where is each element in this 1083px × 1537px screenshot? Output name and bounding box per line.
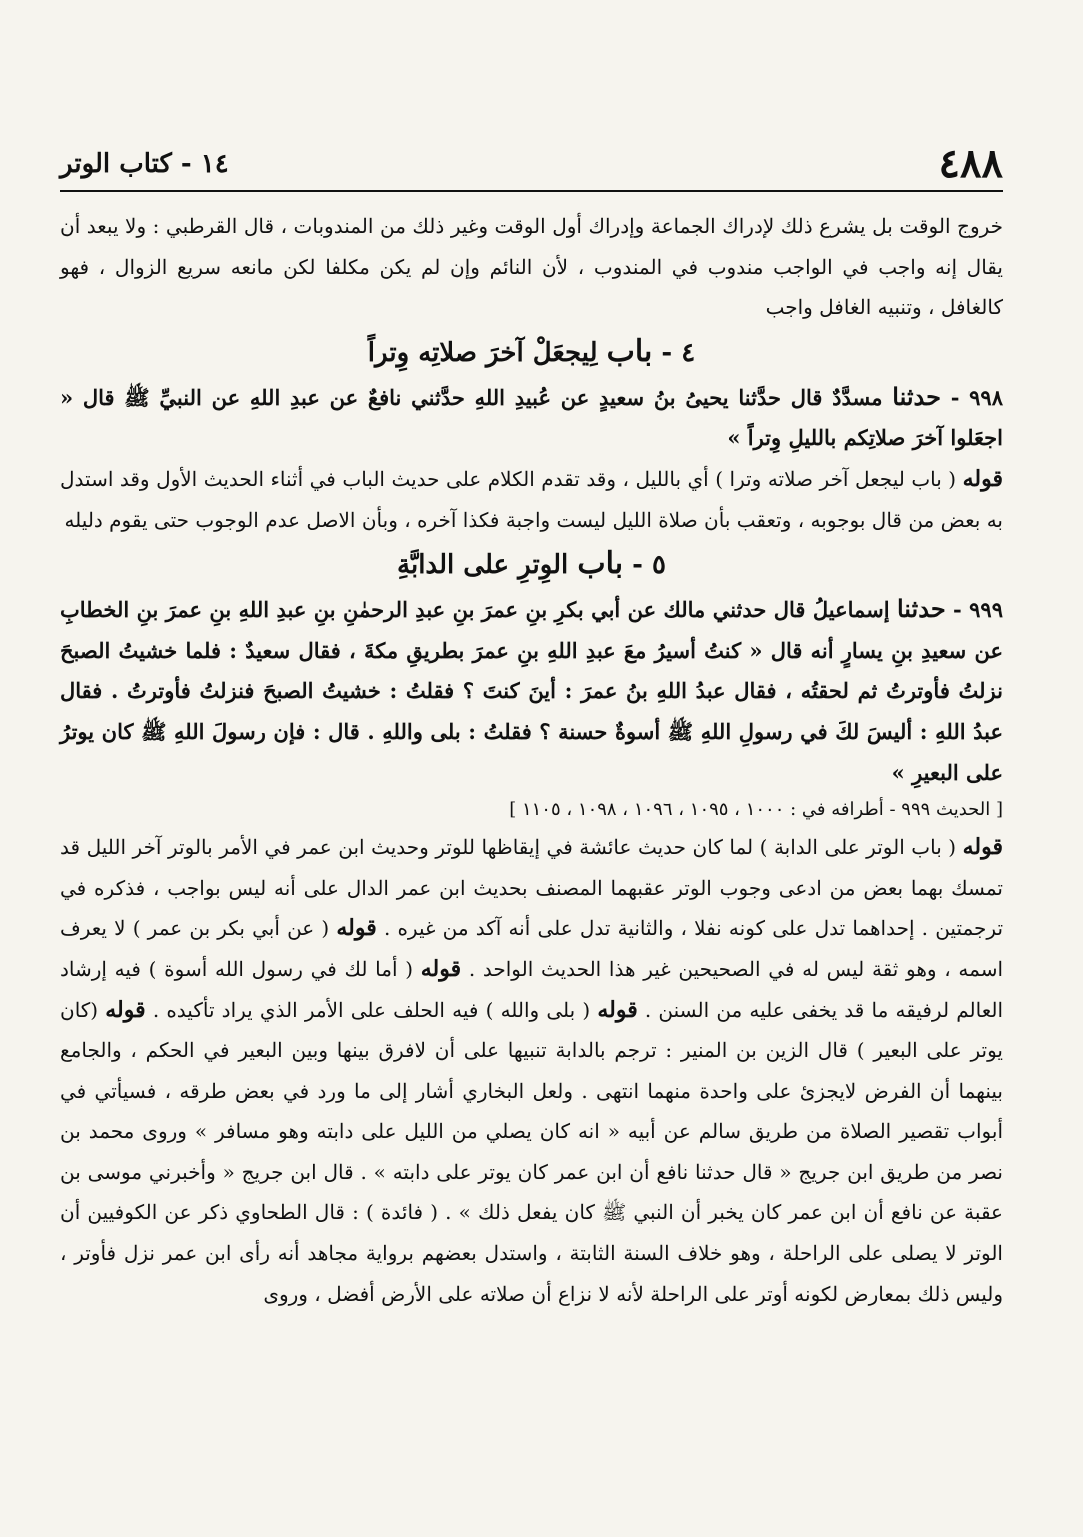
chapter-heading-5 [60,540,1003,589]
intro-paragraph: خروج الوقت بل يشرع ذلك لإدراك الجماعة وإدراك أول الوقت وغير ذلك من المندوبات ، قال القرطبي : ولا يبعد أن يقال إنه واجب في الواجب مندوب في المندوب ، لأن النائم وإن لم يكن مكلفا لكن مانعه سريع الزوال ، فهو كالغافل ، وتنبيه الغافل واجب [60,214,1004,320]
commentary-text: ( أما لك في رسول الله أسوة ) فيه إرشاد العالم لرفيقه ما قد يخفى عليه من السنن . [60,956,1003,1022]
commentary-text: ( باب الوتر على الدابة ) لما كان حديث عائشة في إيقاظها للوتر وحديث ابن عمر في الأمر بالوتر آخر الليل قد تمسك بهما بعض من ادعى وجوب الوتر عقبهما المصنف بحديث ابن عمر الدال على أنه ليس بواجب ، فذكره في ترجمتين . إحداهما تدل على كونه نفلا ، والثانية تدل على أنه آكد من غيره . [60,835,1004,941]
hadith-number: ٩٩٩ - [953,597,1003,623]
haddathana-word: حدثنا [896,594,946,624]
chapter-number: ٤ - [661,337,696,368]
cross-reference: [ الحديث ٩٩٩ - أطرافه في : ١٠٠٠ ، ١٠٩٥ ، ١٠٩٦ ، ١٠٩٨ ، ١١٠٥ ] [509,799,1003,821]
qawluhu-marker: قوله [336,915,377,942]
qawluhu-marker: قوله [105,996,146,1023]
bab-word: باب [577,546,624,582]
qawluhu-marker: قوله [420,955,462,982]
chapter-number: ٥ - [632,550,666,581]
bab-word: باب [606,333,653,369]
chapter-title: لِيجعَلْ آخرَ صلاتِه وِتراً [367,337,598,368]
commentary-chapter-4 [60,459,1003,540]
page-body [60,206,1003,1314]
commentary-text: ( باب ليجعل آخر صلاته وترا ) أي بالليل ، وقد تقدم الكلام على حديث الباب في أثناء الحديث الأول وقد استدل به بعض من قال بوجوبه ، وتعقب بأن صلاة الليل ليست واجبة فكذا آخره ، وبأن الاصل عدم الوجوب حتى يقوم دليله [60,466,1003,532]
qawluhu-marker: قوله [962,465,1003,492]
commentary-text: ( بلى والله ) فيه الحلف على الأمر الذي يراد تأكيده . [152,997,591,1022]
hadith-text: مسدَّدٌ قال حدَّثنا يحيىُ بنُ سعيدٍ عن عُبيدِ اللهِ حدَّثني نافعٌ عن عبدِ اللهِ عن النبيِّ ﷺ قال « اجعَلوا آخرَ صلاتِكم بالليلِ وِتراً » [60,384,1003,451]
chapter-title: الوِترِ على الدابَّةِ [397,550,569,581]
qawluhu-marker: قوله [962,834,1003,861]
commentary-text: ( عن أبي بكر بن عمر ) لا يعرف اسمه ، وهو ثقة ليس له في الصحيحين غير هذا الحديث الواحد . [60,916,1004,981]
hadith-text: إسماعيلُ قال حدثني مالك عن أبي بكرِ بنِ عمرَ بنِ عبدِ الرحمٰنِ بنِ عبدِ اللهِ بنِ عمرَ بنِ الخطابِ عن سعيدِ بنِ يسارٍ أنه قال « كنتُ أسيرُ معَ عبدِ اللهِ بنِ عمرَ بطريقِ مكةَ ، فقال سعيدٌ : فلما خشيتُ الصبحَ نزلتُ فأوترتُ ثم لحقتُه ، فقال عبدُ اللهِ بنُ عمرَ : أينَ كنتَ ؟ فقلتُ : خشيتُ الصبحَ فنزلتُ فأوترتُ . فقال عبدُ اللهِ : أليسَ لكَ في رسولِ اللهِ ﷺ أسوةٌ حسنة ؟ فقلتُ : بلى واللهِ . قال : فإن رسولَ اللهِ ﷺ كان يوترُ على البعيرِ » [60,597,1003,785]
hadith-999 [60,589,1003,793]
qawluhu-marker: قوله [597,996,638,1023]
hadith-998 [60,377,1003,459]
hadith-number: ٩٩٨ - [950,384,1003,410]
haddathana-word: حدثنا [892,381,941,411]
chapter-heading-4 [60,328,1003,377]
page-header [60,138,1003,192]
commentary-text: (كان يوتر على البعير ) قال الزين بن المنير : ترجم بالدابة تنبيها على أن لافرق بينها وبين البعير في الحكم ، والجامع بينهما أن الفرض لايجزئ على واحدة منهما انتهى . ولعل البخاري أشار إلى ما ورد في بعض طرقه ، فسيأتي في أبواب تقصير الصلاة من طريق سالم عن أبيه « انه كان يصلي من الليل على دابته وهو مسافر » وروى محمد بن نصر من طريق ابن جريج « قال حدثنا نافع أن ابن عمر كان يوتر على دابته » . قال ابن جريج « وأخبرني موسى بن عقبة عن نافع أن ابن عمر كان يخبر أن النبي ﷺ كان يفعل ذلك » . ( فائدة ) : قال الطحاوي ذكر عن الكوفيين أن الوتر لا يصلى على الراحلة ، وهو خلاف السنة الثابتة ، واستدل بعضهم برواية مجاهد أنه رأى ابن عمر نزل فأوتر ، وليس ذلك بمعارض لكونه أوتر على الراحلة لأنه لا نزاع أن صلاته على الأرض أفضل ، وروى [60,997,1004,1306]
running-head: ١٤ - كتاب الوتر [60,149,229,179]
page-number: ٤٨٨ [938,140,1003,187]
commentary-chapter-5 [60,827,1003,1314]
